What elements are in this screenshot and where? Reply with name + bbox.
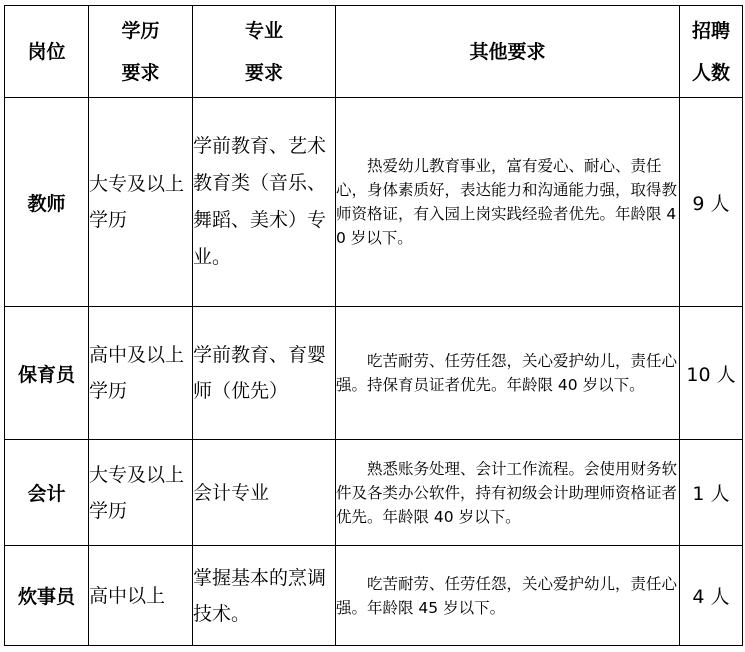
cell-education: 高中以上: [89, 546, 193, 646]
recruitment-table: [4, 5, 743, 646]
header-count-line-2: 人数: [691, 61, 730, 84]
cell-education: 大专及以上学历: [89, 98, 193, 307]
cell-count: 4 人: [680, 546, 743, 646]
cell-count: 10 人: [680, 307, 743, 440]
header-row: [5, 6, 743, 98]
header-major-line-2: 要求: [244, 61, 283, 84]
table-row: [5, 440, 743, 546]
cell-position: 教师: [5, 98, 89, 307]
cell-other-requirements: 吃苦耐劳、任劳任怨，关心爱护幼儿，责任心强。持保育员证者优先。年龄限 40 岁以下。: [336, 307, 680, 440]
cell-major: 学前教育、育婴师（优先）: [193, 307, 336, 440]
cell-count: 1 人: [680, 440, 743, 546]
header-education: [89, 6, 193, 98]
header-count-line-1: 招聘: [691, 19, 730, 42]
header-major: [193, 6, 336, 98]
table-row: [5, 546, 743, 646]
cell-other-requirements: 熟悉账务处理、会计工作流程。会使用财务软件及各类办公软件，持有初级会计助理师资格证者优先。年龄限 40 岁以下。: [336, 440, 680, 546]
header-position: 岗位: [5, 6, 89, 98]
cell-major: 学前教育、艺术教育类（音乐、舞蹈、美术）专业。: [193, 98, 336, 307]
cell-education: 大专及以上学历: [89, 440, 193, 546]
header-other: 其他要求: [336, 6, 680, 98]
cell-position: 保育员: [5, 307, 89, 440]
table-row: [5, 98, 743, 307]
cell-other-requirements: 吃苦耐劳、任劳任怨，关心爱护幼儿，责任心强。年龄限 45 岁以下。: [336, 546, 680, 646]
header-major-line-1: 专业: [244, 19, 283, 42]
cell-other-requirements: 热爱幼儿教育事业，富有爱心、耐心、责任心，身体素质好，表达能力和沟通能力强，取得教师资格证，有入园上岗实践经验者优先。年龄限 40 岁以下。: [336, 98, 680, 307]
header-education-line-2: 要求: [121, 61, 160, 84]
cell-major: 掌握基本的烹调技术。: [193, 546, 336, 646]
table-row: [5, 307, 743, 440]
cell-education: 高中及以上学历: [89, 307, 193, 440]
header-count: [680, 6, 743, 98]
cell-position: 会计: [5, 440, 89, 546]
cell-count: 9 人: [680, 98, 743, 307]
cell-position: 炊事员: [5, 546, 89, 646]
cell-major: 会计专业: [193, 440, 336, 546]
header-education-line-1: 学历: [121, 19, 160, 42]
